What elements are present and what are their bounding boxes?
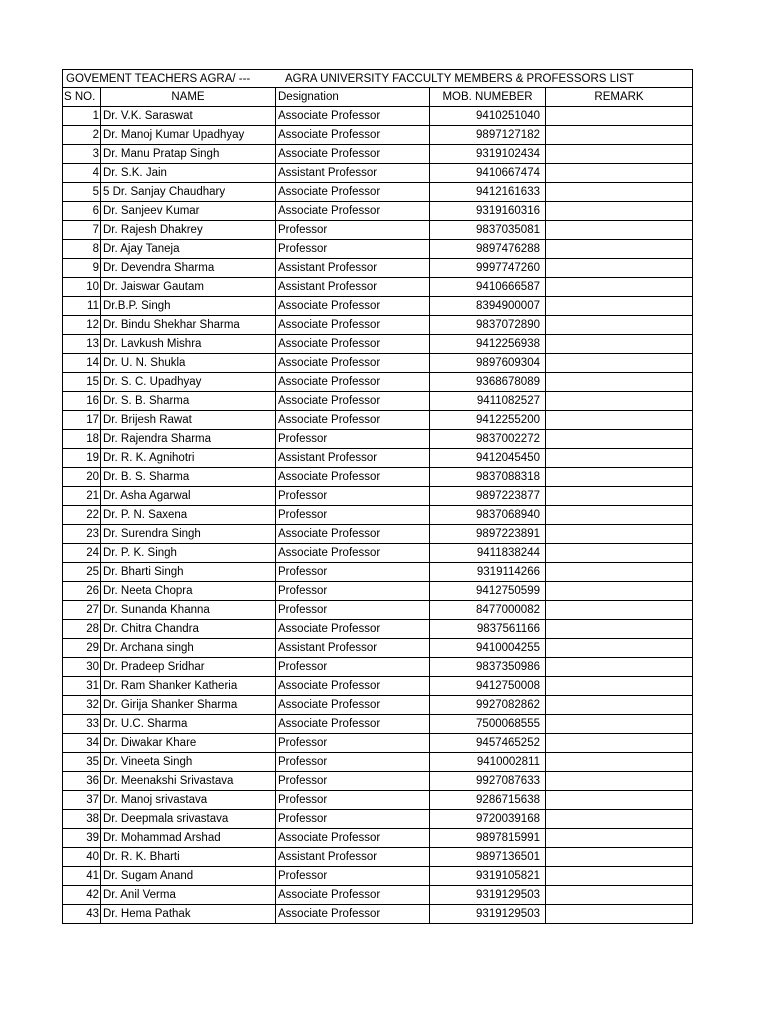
cell-remark [546,202,693,221]
table-row [63,753,693,772]
cell-mobile: 9837072890 [430,316,546,335]
cell-sno: 32 [63,696,101,715]
cell-designation: Professor [276,582,430,601]
table-row [63,810,693,829]
cell-remark [546,107,693,126]
cell-mobile: 9412750599 [430,582,546,601]
table-row [63,259,693,278]
cell-mobile: 9286715638 [430,791,546,810]
cell-sno: 41 [63,867,101,886]
cell-remark [546,772,693,791]
cell-mobile: 8477000082 [430,601,546,620]
table-row [63,107,693,126]
cell-remark [546,620,693,639]
cell-remark [546,848,693,867]
cell-name: 5 Dr. Sanjay Chaudhary [101,183,276,202]
cell-name: Dr. Neeta Chopra [101,582,276,601]
cell-remark [546,734,693,753]
cell-designation: Associate Professor [276,373,430,392]
cell-remark [546,392,693,411]
cell-mobile: 9837068940 [430,506,546,525]
cell-sno: 4 [63,164,101,183]
cell-name: Dr. Brijesh Rawat [101,411,276,430]
title-left: GOVEMENT TEACHERS AGRA/ --- [66,73,251,85]
cell-mobile: 9412161633 [430,183,546,202]
table-row [63,183,693,202]
cell-remark [546,297,693,316]
cell-remark [546,126,693,145]
cell-designation: Associate Professor [276,202,430,221]
cell-sno: 17 [63,411,101,430]
table-row [63,525,693,544]
cell-mobile: 9897476288 [430,240,546,259]
cell-designation: Professor [276,563,430,582]
table-row [63,848,693,867]
cell-sno: 28 [63,620,101,639]
cell-remark [546,240,693,259]
cell-designation: Associate Professor [276,126,430,145]
table-row [63,468,693,487]
cell-sno: 6 [63,202,101,221]
cell-mobile: 9410666587 [430,278,546,297]
cell-name: Dr. Ram Shanker Katheria [101,677,276,696]
cell-mobile: 9410002811 [430,753,546,772]
cell-remark [546,316,693,335]
cell-name: Dr. Archana singh [101,639,276,658]
cell-designation: Associate Professor [276,145,430,164]
cell-designation: Associate Professor [276,411,430,430]
cell-name: Dr. Diwakar Khare [101,734,276,753]
cell-designation: Associate Professor [276,335,430,354]
table-row [63,582,693,601]
cell-remark [546,487,693,506]
cell-mobile: 9897609304 [430,354,546,373]
cell-sno: 20 [63,468,101,487]
cell-designation: Associate Professor [276,677,430,696]
cell-name: Dr. Manoj Kumar Upadhyay [101,126,276,145]
cell-mobile: 9897136501 [430,848,546,867]
cell-name: Dr. R. K. Agnihotri [101,449,276,468]
cell-designation: Assistant Professor [276,848,430,867]
table-row [63,715,693,734]
cell-name: Dr. Manu Pratap Singh [101,145,276,164]
cell-mobile: 9319102434 [430,145,546,164]
cell-designation: Professor [276,734,430,753]
cell-name: Dr. V.K. Saraswat [101,107,276,126]
cell-sno: 11 [63,297,101,316]
table-row [63,563,693,582]
cell-designation: Professor [276,772,430,791]
cell-name: Dr. Asha Agarwal [101,487,276,506]
cell-sno: 3 [63,145,101,164]
cell-mobile: 9457465252 [430,734,546,753]
cell-sno: 36 [63,772,101,791]
cell-designation: Associate Professor [276,544,430,563]
cell-sno: 1 [63,107,101,126]
cell-mobile: 9412045450 [430,449,546,468]
cell-designation: Associate Professor [276,183,430,202]
table-row [63,278,693,297]
cell-remark [546,221,693,240]
cell-remark [546,164,693,183]
table-row [63,221,693,240]
cell-mobile: 9997747260 [430,259,546,278]
table-row [63,164,693,183]
cell-mobile: 9837035081 [430,221,546,240]
cell-name: Dr. Deepmala srivastava [101,810,276,829]
cell-name: Dr. S.K. Jain [101,164,276,183]
cell-sno: 9 [63,259,101,278]
cell-designation: Associate Professor [276,696,430,715]
cell-mobile: 9319114266 [430,563,546,582]
cell-name: Dr. Sanjeev Kumar [101,202,276,221]
cell-remark [546,791,693,810]
cell-sno: 38 [63,810,101,829]
cell-designation: Professor [276,810,430,829]
table-row [63,867,693,886]
cell-designation: Associate Professor [276,715,430,734]
cell-mobile: 9837561166 [430,620,546,639]
cell-mobile: 9319160316 [430,202,546,221]
cell-designation: Associate Professor [276,107,430,126]
cell-mobile: 9412255200 [430,411,546,430]
cell-name: Dr. P. K. Singh [101,544,276,563]
cell-sno: 24 [63,544,101,563]
cell-remark [546,715,693,734]
table-row [63,601,693,620]
cell-remark [546,544,693,563]
cell-name: Dr. Chitra Chandra [101,620,276,639]
cell-name: Dr. S. C. Upadhyay [101,373,276,392]
cell-mobile: 9897223891 [430,525,546,544]
cell-remark [546,582,693,601]
cell-designation: Assistant Professor [276,278,430,297]
cell-mobile: 9412256938 [430,335,546,354]
cell-name: Dr. Ajay Taneja [101,240,276,259]
cell-remark [546,810,693,829]
table-row [63,734,693,753]
cell-mobile: 9410667474 [430,164,546,183]
cell-sno: 43 [63,905,101,924]
table-row [63,772,693,791]
cell-remark [546,639,693,658]
cell-name: Dr. Surendra Singh [101,525,276,544]
cell-name: Dr. U.C. Sharma [101,715,276,734]
cell-sno: 23 [63,525,101,544]
cell-designation: Assistant Professor [276,449,430,468]
table-row [63,905,693,924]
cell-mobile: 9319129503 [430,886,546,905]
cell-remark [546,373,693,392]
cell-designation: Assistant Professor [276,639,430,658]
cell-name: Dr. Vineeta Singh [101,753,276,772]
cell-name: Dr. Pradeep Sridhar [101,658,276,677]
cell-sno: 8 [63,240,101,259]
table-row [63,240,693,259]
cell-mobile: 9411838244 [430,544,546,563]
cell-remark [546,411,693,430]
cell-sno: 16 [63,392,101,411]
title-cell [63,70,693,88]
cell-name: Dr. Bindu Shekhar Sharma [101,316,276,335]
table-row [63,658,693,677]
cell-mobile: 9897223877 [430,487,546,506]
cell-sno: 7 [63,221,101,240]
faculty-list-sheet [62,69,692,924]
cell-sno: 33 [63,715,101,734]
cell-name: Dr. Manoj srivastava [101,791,276,810]
cell-sno: 29 [63,639,101,658]
table-row [63,411,693,430]
header-name: NAME [101,88,276,107]
cell-designation: Professor [276,601,430,620]
cell-mobile: 9897815991 [430,829,546,848]
cell-mobile: 9837350986 [430,658,546,677]
table-row [63,335,693,354]
table-row [63,639,693,658]
cell-designation: Associate Professor [276,297,430,316]
cell-remark [546,145,693,164]
table-row [63,126,693,145]
cell-mobile: 9412750008 [430,677,546,696]
table-row [63,449,693,468]
cell-sno: 19 [63,449,101,468]
cell-remark [546,430,693,449]
cell-mobile: 9410251040 [430,107,546,126]
cell-name: Dr. Lavkush Mishra [101,335,276,354]
table-row [63,544,693,563]
cell-name: Dr. Devendra Sharma [101,259,276,278]
cell-mobile: 7500068555 [430,715,546,734]
cell-designation: Assistant Professor [276,259,430,278]
cell-sno: 22 [63,506,101,525]
cell-name: Dr.B.P. Singh [101,297,276,316]
cell-mobile: 9837002272 [430,430,546,449]
table-row [63,677,693,696]
table-row [63,620,693,639]
table-row [63,886,693,905]
cell-sno: 10 [63,278,101,297]
cell-designation: Associate Professor [276,468,430,487]
cell-sno: 2 [63,126,101,145]
cell-mobile: 9927087633 [430,772,546,791]
cell-designation: Professor [276,658,430,677]
cell-remark [546,677,693,696]
cell-designation: Professor [276,753,430,772]
cell-mobile: 9411082527 [430,392,546,411]
table-row [63,487,693,506]
cell-name: Dr. Bharti Singh [101,563,276,582]
table-row [63,829,693,848]
cell-remark [546,867,693,886]
cell-remark [546,753,693,772]
cell-mobile: 9319105821 [430,867,546,886]
cell-name: Dr. U. N. Shukla [101,354,276,373]
table-row [63,316,693,335]
cell-designation: Professor [276,791,430,810]
cell-remark [546,278,693,297]
cell-sno: 35 [63,753,101,772]
cell-sno: 27 [63,601,101,620]
cell-sno: 25 [63,563,101,582]
table-row [63,145,693,164]
cell-mobile: 9368678089 [430,373,546,392]
table-row [63,696,693,715]
header-designation: Designation [276,88,430,107]
cell-designation: Associate Professor [276,392,430,411]
header-remark: REMARK [546,88,693,107]
title-row [63,70,693,88]
cell-sno: 12 [63,316,101,335]
cell-remark [546,658,693,677]
cell-remark [546,335,693,354]
cell-name: Dr. Rajendra Sharma [101,430,276,449]
cell-designation: Associate Professor [276,905,430,924]
cell-designation: Associate Professor [276,525,430,544]
cell-sno: 31 [63,677,101,696]
cell-name: Dr. P. N. Saxena [101,506,276,525]
cell-designation: Associate Professor [276,886,430,905]
cell-mobile: 8394900007 [430,297,546,316]
cell-sno: 18 [63,430,101,449]
cell-remark [546,354,693,373]
header-sno: S NO. [63,88,101,107]
cell-mobile: 9319129503 [430,905,546,924]
cell-name: Dr. Mohammad Arshad [101,829,276,848]
cell-remark [546,449,693,468]
cell-remark [546,696,693,715]
cell-designation: Professor [276,487,430,506]
table-row [63,791,693,810]
cell-sno: 30 [63,658,101,677]
cell-name: Dr. Sugam Anand [101,867,276,886]
cell-sno: 5 [63,183,101,202]
cell-sno: 40 [63,848,101,867]
cell-remark [546,468,693,487]
cell-sno: 26 [63,582,101,601]
table-row [63,373,693,392]
cell-remark [546,259,693,278]
cell-designation: Assistant Professor [276,164,430,183]
table-row [63,297,693,316]
faculty-table [62,69,693,924]
title-right: AGRA UNIVERSITY FACCULTY MEMBERS & PROFESSORS LIST [285,73,634,85]
cell-remark [546,506,693,525]
cell-mobile: 9720039168 [430,810,546,829]
cell-designation: Associate Professor [276,316,430,335]
cell-designation: Associate Professor [276,620,430,639]
cell-remark [546,525,693,544]
cell-name: Dr. Hema Pathak [101,905,276,924]
cell-sno: 39 [63,829,101,848]
cell-sno: 13 [63,335,101,354]
cell-remark [546,886,693,905]
cell-mobile: 9897127182 [430,126,546,145]
cell-name: Dr. Jaiswar Gautam [101,278,276,297]
table-row [63,392,693,411]
table-row [63,506,693,525]
cell-name: Dr. R. K. Bharti [101,848,276,867]
cell-remark [546,601,693,620]
cell-mobile: 9837088318 [430,468,546,487]
cell-sno: 34 [63,734,101,753]
cell-designation: Professor [276,506,430,525]
cell-name: Dr. B. S. Sharma [101,468,276,487]
cell-designation: Professor [276,430,430,449]
table-row [63,354,693,373]
header-mobile: MOB. NUMEBER [430,88,546,107]
cell-sno: 15 [63,373,101,392]
cell-designation: Associate Professor [276,354,430,373]
cell-name: Dr. Girija Shanker Sharma [101,696,276,715]
cell-designation: Professor [276,221,430,240]
cell-remark [546,183,693,202]
cell-name: Dr. Sunanda Khanna [101,601,276,620]
cell-sno: 21 [63,487,101,506]
cell-designation: Associate Professor [276,829,430,848]
cell-sno: 42 [63,886,101,905]
table-row [63,202,693,221]
cell-designation: Professor [276,240,430,259]
cell-name: Dr. Anil Verma [101,886,276,905]
cell-name: Dr. Meenakshi Srivastava [101,772,276,791]
cell-remark [546,829,693,848]
cell-name: Dr. Rajesh Dhakrey [101,221,276,240]
cell-sno: 37 [63,791,101,810]
cell-designation: Professor [276,867,430,886]
header-row [63,88,693,107]
cell-mobile: 9410004255 [430,639,546,658]
cell-remark [546,563,693,582]
cell-mobile: 9927082862 [430,696,546,715]
cell-remark [546,905,693,924]
table-row [63,430,693,449]
cell-name: Dr. S. B. Sharma [101,392,276,411]
cell-sno: 14 [63,354,101,373]
